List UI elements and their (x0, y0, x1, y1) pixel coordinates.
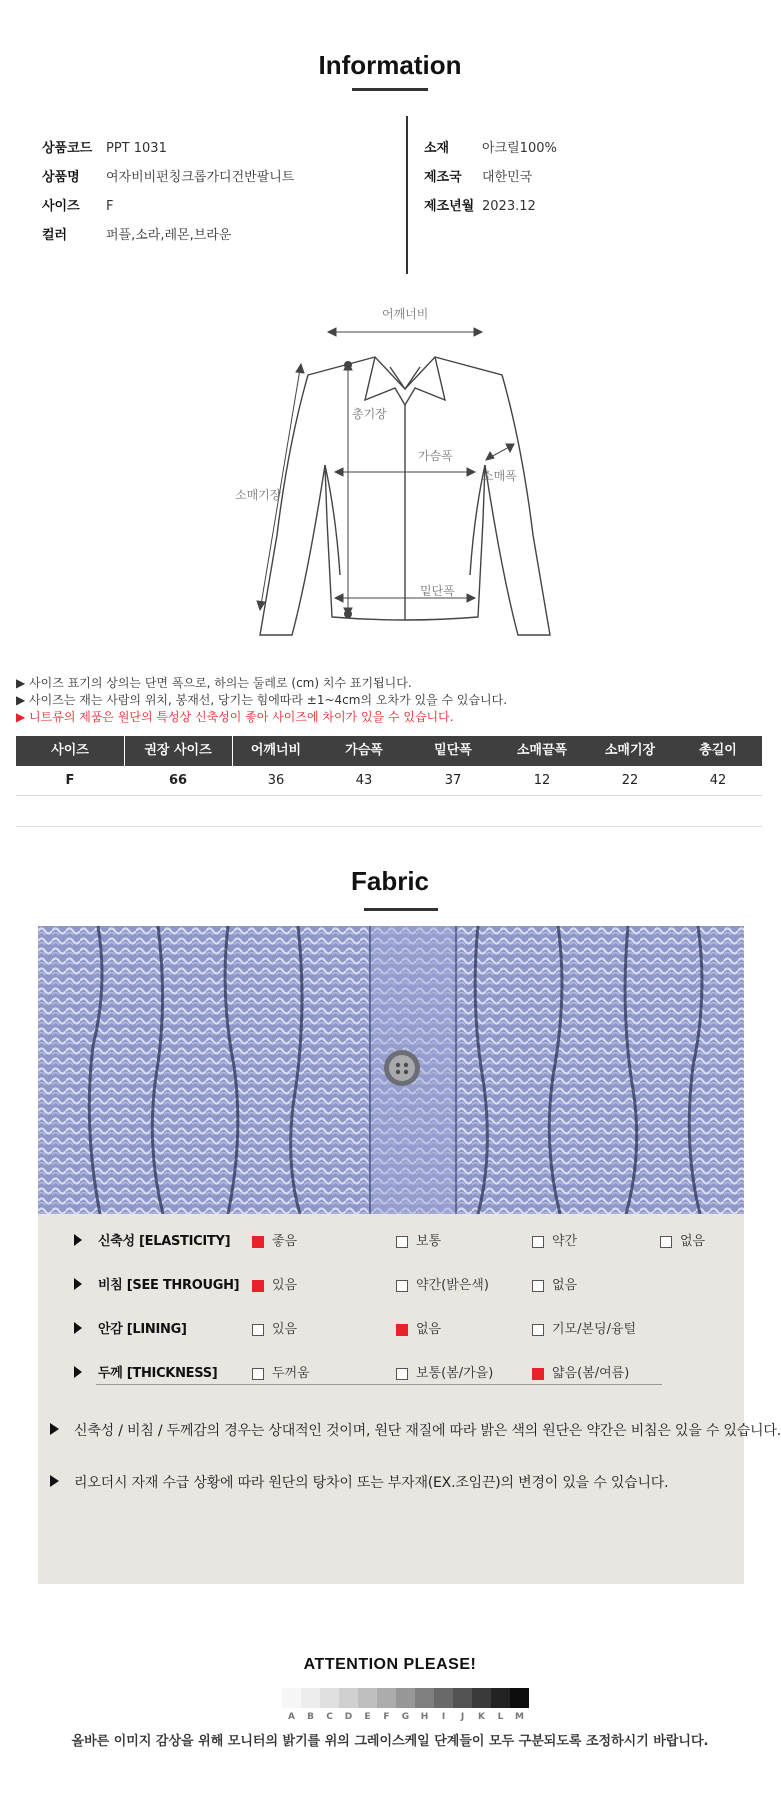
checked-box-icon (396, 1324, 408, 1336)
grayscale-letter: E (364, 1712, 371, 1722)
header-hem: 밑단폭 (434, 743, 472, 758)
grayscale-letter: I (441, 1712, 446, 1722)
grayscale-letter: A (288, 1712, 295, 1722)
fabric-row (38, 1320, 744, 1340)
info-value: 아크릴100% (482, 141, 557, 156)
header-sleeve-length: 소매기장 (604, 743, 656, 758)
grayscale-letter: C (326, 1712, 333, 1722)
grayscale-letter: F (383, 1712, 390, 1722)
checked-box-icon (252, 1236, 264, 1248)
cell-total-length: 42 (709, 773, 727, 788)
fabric-row (38, 1364, 744, 1384)
grayscale-swatch (358, 1688, 377, 1708)
fabric-option-label: 좋음 (272, 1234, 298, 1249)
fabric-option-label: 기모/본딩/융털 (552, 1322, 637, 1337)
empty-box-icon (396, 1368, 408, 1380)
fabric-note-text: 신축성 / 비침 / 두께감의 경우는 상대적인 것이며, 원단 재질에 따라 밝은 색의 원단은 약간은 비침은 있을 수 있습니다. (74, 1423, 781, 1439)
garment-measurement-diagram (235, 305, 570, 645)
fabric-option-label: 얇음(봄/여름) (552, 1366, 630, 1381)
info-label: 상품명 (42, 170, 80, 185)
checked-box-icon (532, 1368, 544, 1380)
cell-size: F (65, 773, 75, 788)
info-value: 여자비비펀칭크롭가디건반팔니트 (106, 170, 295, 185)
hem-point-dot (344, 610, 352, 618)
info-value: 대한민국 (482, 170, 533, 185)
label-sleeve-length: 소매기장 (235, 488, 282, 502)
grayscale-swatch (453, 1688, 472, 1708)
cell-shoulder: 36 (267, 773, 285, 788)
attention-title: ATTENTION PLEASE! (303, 1656, 477, 1673)
header-chest: 가슴폭 (345, 743, 383, 758)
fabric-option-label: 보통 (416, 1234, 442, 1249)
grayscale-swatch (415, 1688, 434, 1708)
information-title: Information (318, 50, 462, 80)
fabric-title-underline (364, 908, 438, 911)
info-label: 컬러 (42, 228, 68, 243)
fabric-row-label: 신축성 [ELASTICITY] (98, 1234, 231, 1249)
fabric-option-label: 보통(봄/가을) (416, 1366, 494, 1381)
cell-hem: 37 (444, 773, 462, 788)
arrow-icon (74, 1366, 82, 1378)
info-value: 퍼플,소라,레몬,브라운 (106, 228, 232, 243)
fabric-option-label: 없음 (416, 1322, 442, 1337)
grayscale-swatch (510, 1688, 529, 1708)
info-divider (406, 116, 408, 274)
grayscale-swatch (377, 1688, 396, 1708)
info-label: 제조년월 (424, 199, 475, 214)
cell-cuff: 12 (533, 773, 551, 788)
cardigan-outline (260, 357, 550, 635)
grayscale-swatch (434, 1688, 453, 1708)
arrow-icon (50, 1423, 59, 1435)
grayscale-swatch (396, 1688, 415, 1708)
label-chest: 가슴폭 (418, 449, 453, 463)
label-shoulder: 어깨너비 (382, 307, 429, 321)
grayscale-letter: H (420, 1712, 429, 1722)
info-label: 제조국 (424, 170, 462, 185)
fabric-title: Fabric (350, 866, 430, 896)
size-note-1: ▶ 사이즈 표기의 상의는 단면 폭으로, 하의는 둘레로 (cm) 치수 표기됩니다. (16, 676, 412, 690)
header-shoulder: 어깨너비 (250, 743, 302, 758)
fabric-info-panel (38, 1214, 781, 1584)
empty-box-icon (532, 1280, 544, 1292)
info-label: 상품코드 (42, 141, 93, 156)
arrow-icon (74, 1234, 82, 1246)
size-note-knit-warning: ▶ 니트류의 제품은 원단의 특성상 신축성이 좋아 사이즈에 차이가 있을 수 있습니다. (16, 710, 454, 724)
header-recommended-size: 권장 사이즈 (144, 743, 212, 758)
fabric-row (38, 1232, 744, 1252)
empty-box-icon (532, 1236, 544, 1248)
measurement-arrows (257, 328, 514, 616)
grayscale-swatch (491, 1688, 510, 1708)
fabric-option-label: 두꺼움 (272, 1366, 310, 1381)
neck-point-dot (344, 361, 352, 369)
arrow-icon (74, 1322, 82, 1334)
grayscale-letter: B (307, 1712, 314, 1722)
grayscale-letter: J (460, 1712, 465, 1722)
label-hem: 밑단폭 (420, 584, 455, 598)
fabric-knit-photo (38, 926, 744, 1214)
empty-box-icon (532, 1324, 544, 1336)
header-separator-1 (124, 736, 125, 766)
label-sleeve-width: 소매폭 (482, 469, 517, 483)
cell-chest: 43 (355, 773, 373, 788)
empty-box-icon (252, 1324, 264, 1336)
info-value: F (106, 199, 114, 214)
header-size: 사이즈 (51, 743, 89, 758)
info-label: 사이즈 (42, 199, 80, 214)
header-separator-2 (232, 736, 233, 766)
grayscale-letter: G (401, 1712, 410, 1722)
fabric-note-text: 리오더시 자재 수급 상황에 따라 원단의 탕차이 또는 부자재(EX.조임끈)의 변경이 있을 수 있습니다. (74, 1475, 669, 1491)
arrow-icon (50, 1475, 59, 1487)
cell-recommended-size: 66 (168, 773, 188, 788)
fabric-row (38, 1276, 744, 1296)
empty-box-icon (660, 1236, 672, 1248)
info-value: 2023.12 (482, 199, 536, 214)
info-value: PPT 1031 (106, 141, 167, 156)
fabric-option-label: 있음 (272, 1322, 298, 1337)
grayscale-swatch (472, 1688, 491, 1708)
fabric-row-label: 두께 [THICKNESS] (98, 1366, 218, 1381)
fabric-option-label: 있음 (272, 1278, 298, 1293)
empty-box-icon (396, 1280, 408, 1292)
grayscale-letter: L (497, 1712, 504, 1722)
checked-box-icon (252, 1280, 264, 1292)
fabric-option-label: 없음 (680, 1234, 706, 1249)
fabric-option-label: 없음 (552, 1278, 578, 1293)
header-cuff: 소매끝폭 (516, 743, 568, 758)
fabric-row-label: 안감 [LINING] (98, 1322, 187, 1337)
cell-sleeve-length: 22 (621, 773, 639, 788)
grayscale-swatch (301, 1688, 320, 1708)
label-total-length: 총기장 (352, 407, 387, 421)
section-divider (16, 826, 762, 827)
grayscale-swatch (339, 1688, 358, 1708)
grayscale-letter: D (344, 1712, 353, 1722)
fabric-row-label: 비침 [SEE THROUGH] (98, 1278, 240, 1293)
empty-box-icon (252, 1368, 264, 1380)
fabric-option-label: 약간 (552, 1234, 578, 1249)
size-table-row (16, 766, 762, 796)
fabric-option-label: 약간(밝은색) (416, 1278, 489, 1293)
arrow-icon (74, 1278, 82, 1290)
header-total-length: 총길이 (699, 743, 737, 758)
empty-box-icon (396, 1236, 408, 1248)
information-title-underline (352, 88, 428, 91)
grayscale-swatch (320, 1688, 339, 1708)
grayscale-letter: M (515, 1712, 524, 1722)
size-table-header (16, 736, 762, 766)
fabric-rows-underline (96, 1384, 662, 1385)
size-note-2: ▶ 사이즈는 재는 사람의 위치, 봉재선, 당기는 힘에따라 ±1~4cm의 오차가 있을 수 있습니다. (16, 693, 508, 707)
grayscale-letter: K (478, 1712, 485, 1722)
grayscale-swatch (282, 1688, 301, 1708)
info-label: 소재 (424, 141, 450, 156)
attention-text: 올바른 이미지 감상을 위해 모니터의 밝기를 위의 그레이스케일 단계들이 모두 구분되도록 조정하시기 바랍니다. (71, 1734, 709, 1749)
